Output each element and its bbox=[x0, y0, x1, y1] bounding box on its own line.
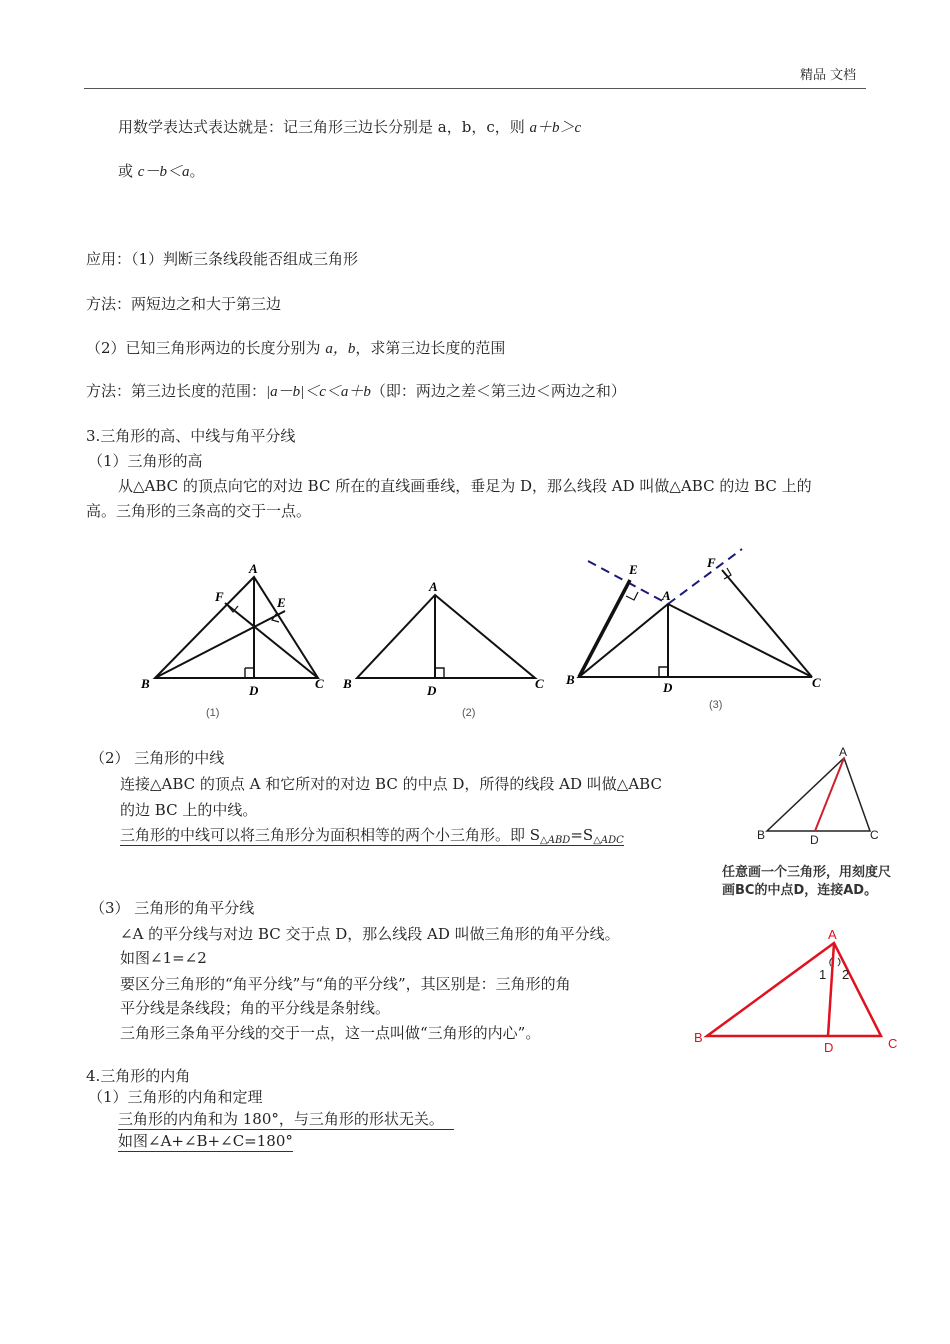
fig2-label-b: B bbox=[343, 676, 352, 691]
application-line-3c: ，求第三边长度的范围 bbox=[355, 339, 506, 357]
median-text-3a: 三角形的中线可以将三角形分为面积相等的两个小三角形。即 S bbox=[120, 826, 541, 844]
fig1-label-c: C bbox=[315, 676, 324, 691]
intro-expr-2: c－b＜a bbox=[137, 164, 190, 180]
bisector-text-1: ∠A 的平分线与对边 BC 交于点 D，那么线段 AD 叫做三角形的角平分线。 bbox=[120, 925, 620, 943]
bisector-label-b: B bbox=[694, 1030, 703, 1045]
median-fig-label-d: D bbox=[810, 833, 819, 847]
bisector-text-5: 三角形三条角平分线的交于一点，这一点叫做“三角形的内心”。 bbox=[120, 1024, 541, 1042]
angle-sum-text-2 bbox=[118, 1131, 293, 1151]
section-4-title: 4.三角形的内角 bbox=[86, 1067, 191, 1085]
fig3-caption: (3) bbox=[709, 699, 723, 711]
fig3-label-a: A bbox=[662, 588, 671, 603]
application-line-3b: a，b bbox=[325, 341, 356, 357]
fig1-caption: (1) bbox=[206, 707, 220, 719]
altitude-text-1: 从△ABC 的顶点向它的对边 BC 所在的直线画垂线，垂足为 D，那么线段 AD 叫做△ABC 的边 BC 上的 bbox=[118, 477, 812, 495]
application-line-1: 应用：（1）判断三条线段能否组成三角形 bbox=[86, 250, 359, 268]
bisector-label-a: A bbox=[828, 927, 837, 942]
angle-sum-example: 如图∠A+∠B+∠C=180° bbox=[118, 1132, 293, 1150]
section-3-sub-2: （2） 三角形的中线 bbox=[90, 749, 225, 767]
fig1-label-e: E bbox=[277, 595, 286, 610]
fig1-label-d: D bbox=[249, 683, 259, 698]
fig2-label-c: C bbox=[535, 676, 544, 691]
fig3-label-b: B bbox=[566, 672, 575, 687]
bisector-label-c: C bbox=[888, 1036, 898, 1051]
bisector-text-4: 平分线是条线段；角的平分线是条射线。 bbox=[120, 999, 391, 1017]
angle-sum-text-1 bbox=[118, 1109, 454, 1129]
median-eq: =S bbox=[570, 826, 594, 844]
fig3-label-e: E bbox=[629, 562, 638, 577]
section-3-sub-3: （3） 三角形的角平分线 bbox=[90, 899, 255, 917]
bisector-angle-2: 2 bbox=[842, 967, 850, 982]
median-fig-label-a: A bbox=[839, 745, 848, 759]
angle-sum-statement: 三角形的内角和为 180°，与三角形的形状无关。 bbox=[118, 1110, 454, 1130]
fig1-label-b: B bbox=[141, 676, 150, 691]
application-line-4c: （即：两边之差＜第三边＜两边之和） bbox=[370, 382, 626, 400]
application-line-2: 方法：两短边之和大于第三边 bbox=[86, 295, 282, 313]
intro-line-2-suffix: 。 bbox=[189, 162, 205, 180]
section-4-sub-1: （1）三角形的内角和定理 bbox=[88, 1088, 263, 1106]
altitude-text-2: 高。三角形的三条高的交于一点。 bbox=[86, 502, 312, 520]
bisector-angle-1: 1 bbox=[819, 967, 827, 982]
fig1-label-f: F bbox=[215, 589, 224, 604]
intro-line-1-text: 用数学表达式表达就是：记三角形三边长分别是 a，b，c，则 bbox=[118, 118, 530, 136]
median-sub-1: △ABD bbox=[540, 835, 571, 846]
median-text-1: 连接△ABC 的顶点 A 和它所对的对边 BC 的中点 D，所得的线段 AD 叫做△ABC bbox=[120, 775, 662, 793]
header-label: 精品 文档 bbox=[800, 68, 857, 83]
bisector-text-3: 要区分三角形的“角平分线”与“角的平分线”，其区别是：三角形的角 bbox=[120, 975, 571, 993]
fig1-label-a: A bbox=[249, 561, 258, 576]
median-sub-2: △ADC bbox=[593, 835, 624, 846]
median-fig-label-c: C bbox=[870, 828, 879, 842]
fig3-label-f: F bbox=[707, 555, 716, 570]
fig3-label-d: D bbox=[663, 680, 673, 695]
median-fig-label-b: B bbox=[757, 828, 766, 842]
application-line-4a: 方法：第三边长度的范围： bbox=[86, 382, 267, 400]
fig2-label-a: A bbox=[429, 579, 438, 594]
median-text-2: 的边 BC 上的中线。 bbox=[120, 801, 258, 819]
section-3-title: 3.三角形的高、中线与角平分线 bbox=[86, 427, 296, 445]
fig3-label-c: C bbox=[812, 675, 821, 690]
fig2-label-d: D bbox=[427, 683, 437, 698]
bisector-label-d: D bbox=[824, 1040, 834, 1055]
section-3-sub-1: （1）三角形的高 bbox=[88, 452, 203, 470]
median-note-1: 任意画一个三角形，用刻度尺 bbox=[722, 865, 892, 880]
bisector-text-2: 如图∠1=∠2 bbox=[120, 949, 207, 967]
application-line-3a: （2）已知三角形两边的长度分别为 bbox=[86, 339, 326, 357]
fig2-caption: (2) bbox=[462, 707, 476, 719]
intro-line-2-text: 或 bbox=[118, 162, 138, 180]
application-line-4b: |a－b|＜c＜a＋b bbox=[266, 384, 371, 400]
median-note-2: 画BC的中点D，连接AD。 bbox=[722, 883, 878, 898]
intro-expr-1: a＋b＞c bbox=[529, 120, 582, 136]
